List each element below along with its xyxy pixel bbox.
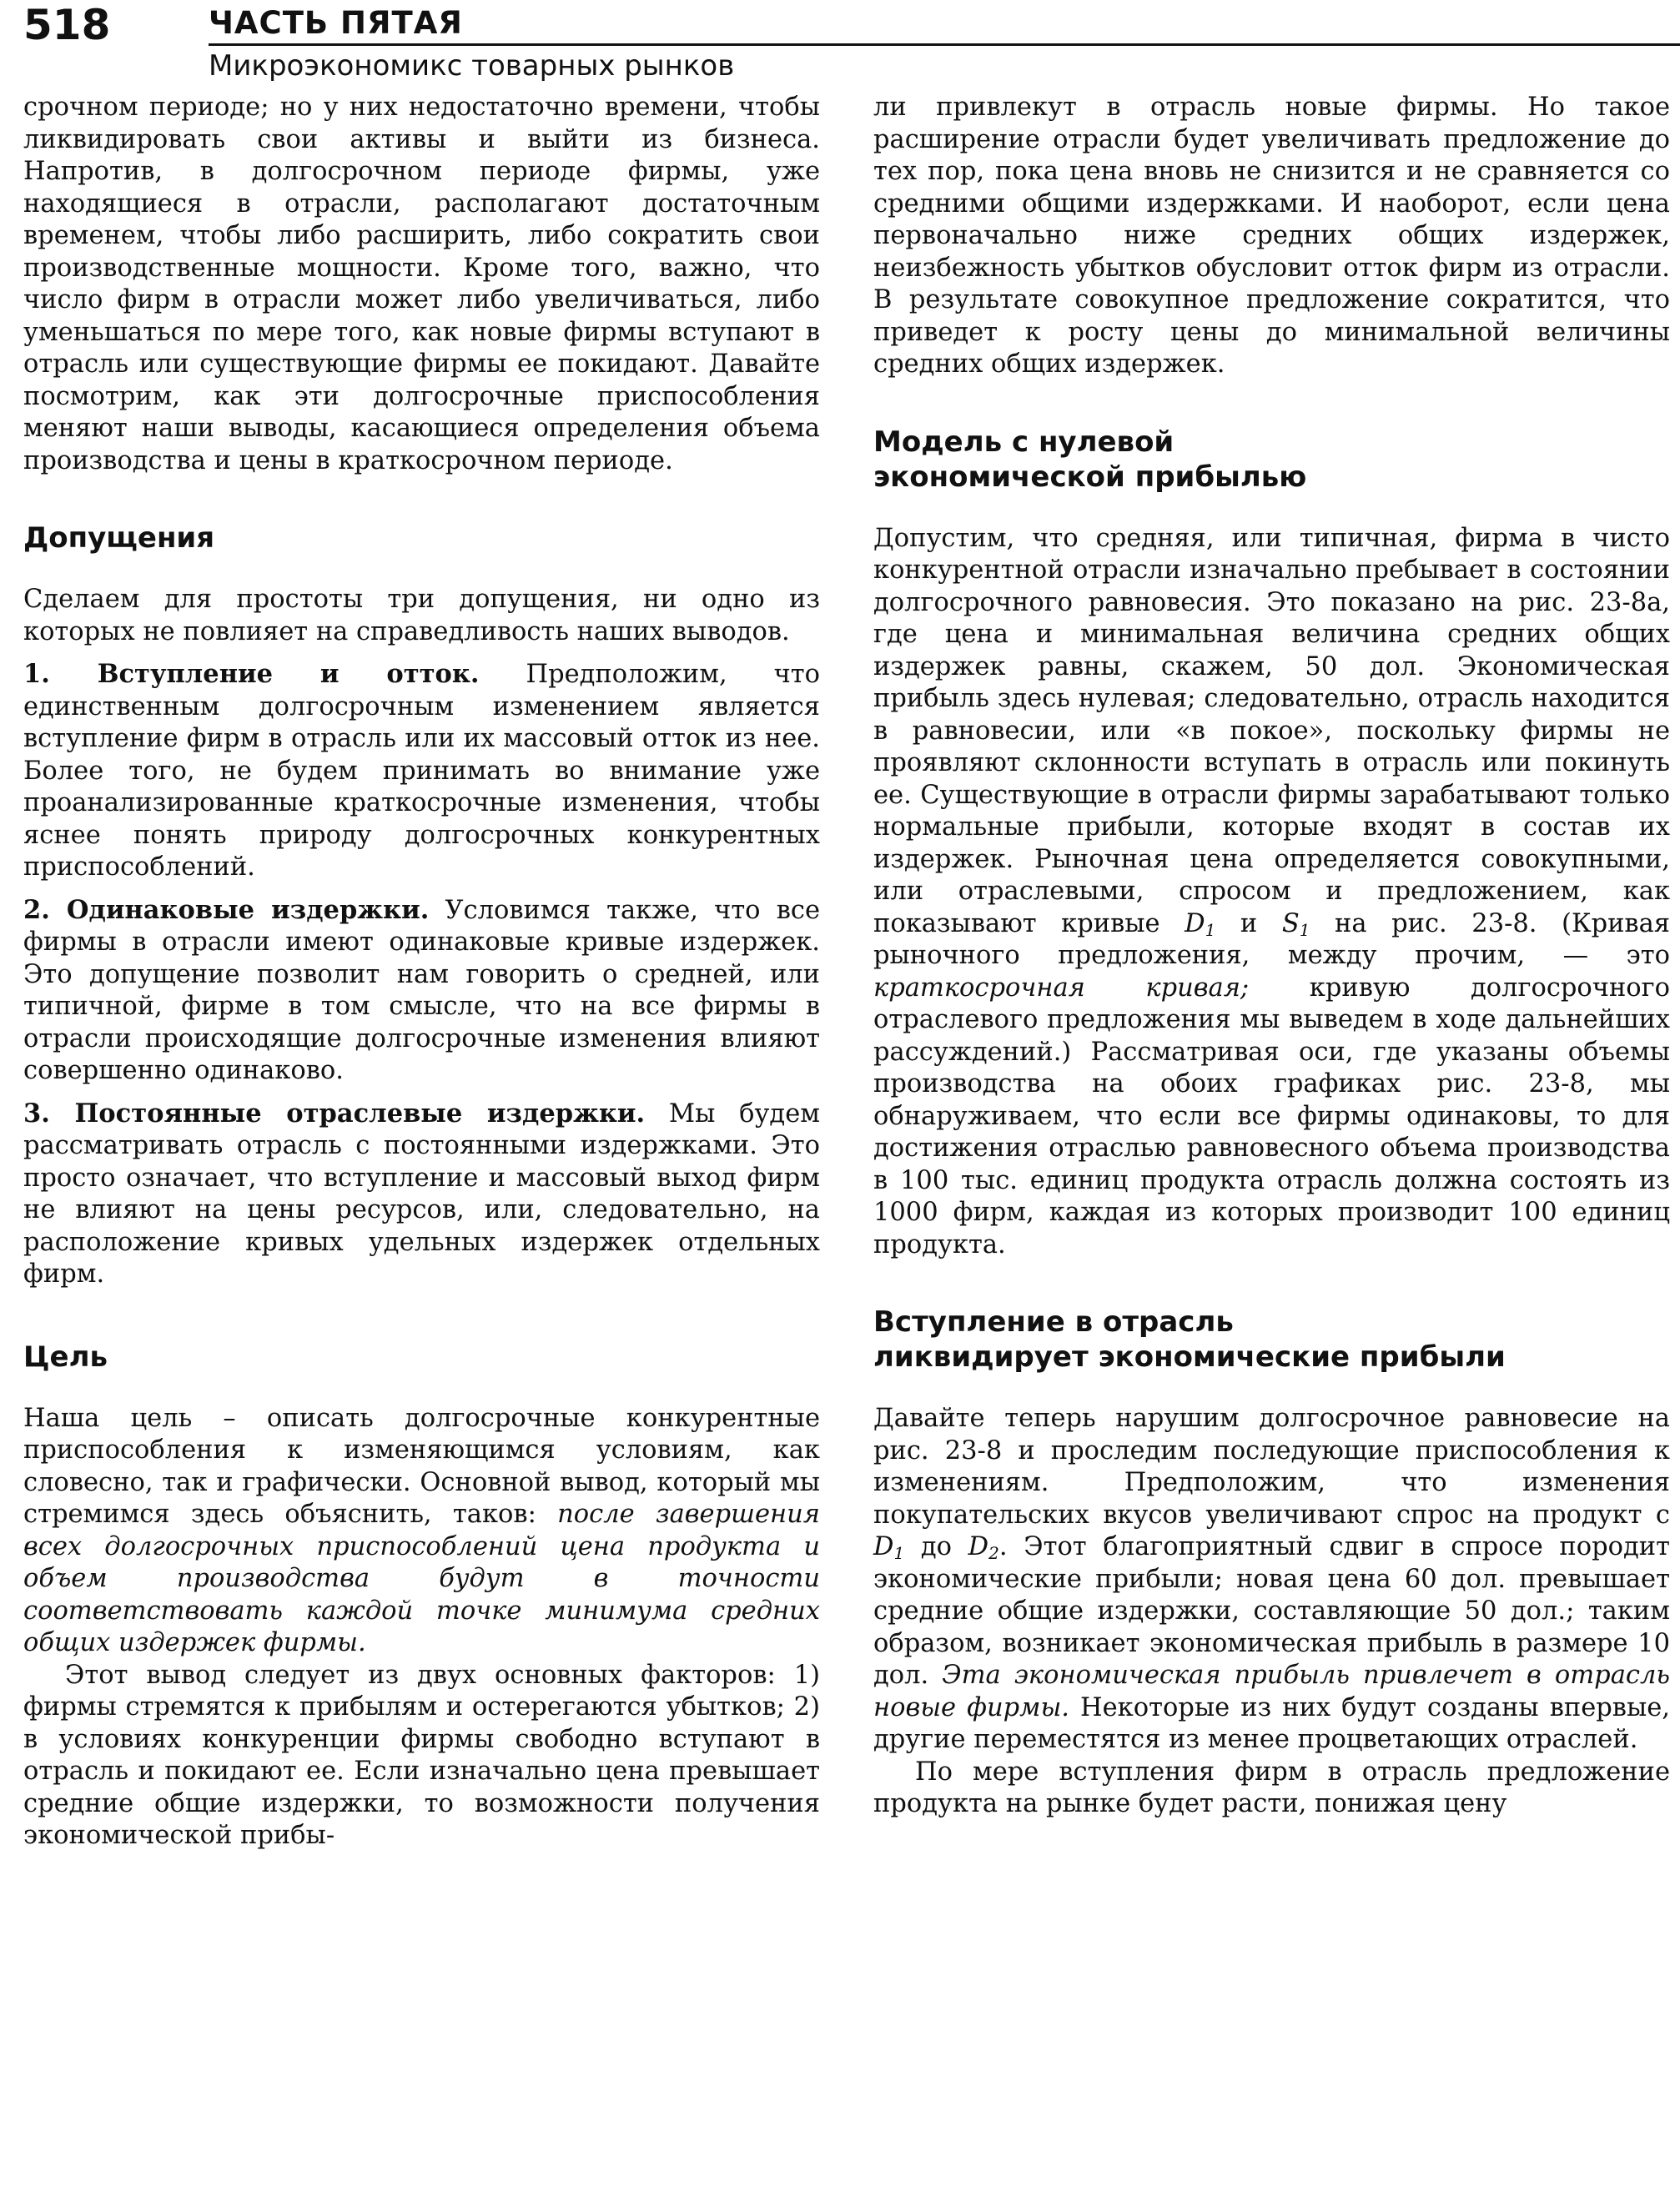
- heading-goal: Цель: [23, 1340, 108, 1374]
- assumption-1: [23, 658, 820, 884]
- heading-entry: [873, 1305, 1670, 1375]
- paragraph-entry: [873, 1403, 1670, 1757]
- part-title: ЧАСТЬ ПЯТАЯ: [209, 5, 463, 41]
- zero-profit-text-c: кривую долгосрочного отраслевого предложения мы выведем в ходе дальнейших рассуждений.) Рассматривая оси, где указаны объемы производства на обоих графиках рис. 23-8, мы обнаруживаем, что если все фирмы одинаковы, то для достижения отраслью равновесного объема производства в 100 тыс. единиц продукта отрасль должна состоять из 1000 фирм, каждая из которых производит 100 единиц продукта.: [873, 973, 1670, 1259]
- assumption-2-label: 2. Одинаковые издержки.: [23, 894, 430, 925]
- zero-profit-italic: краткосрочная кривая;: [873, 973, 1250, 1003]
- entry-text-c: Некоторые из них будут созданы впервые, другие переместятся из менее процветающих отраслей.: [873, 1692, 1671, 1754]
- conj-and: и: [1215, 908, 1282, 938]
- entry-text-b: . Этот благоприятный сдвиг в спросе породит экономические прибыли; новая цена 60 дол. превышает средние общие издержки, составляющие 50 дол.; таким образом, возникает экономическая прибыль в размере 10 дол.: [873, 1532, 1670, 1690]
- curve-s1: $S_1$: [1281, 908, 1310, 940]
- heading-zero-profit-line2: экономической прибылью: [873, 460, 1307, 494]
- assumption-3-text: Мы будем рассматривать отрасль с постоянными издержками. Это просто означает, что вступление и массовый выход фирм не влияют на цены ресурсов, или, следовательно, на расположение кривых удельных издержек отдельных фирм.: [23, 1098, 820, 1289]
- goal-text: Наша цель – описать долгосрочные конкурентные приспособления к изменяющимся условиям, как словесно, так и графически. Основной вывод, который мы стремимся здесь объяснить, таков:: [23, 1403, 820, 1529]
- assumption-2-text: Условимся также, что все фирмы в отрасли имеют одинаковые кривые издержек. Это допущение позволит нам говорить о средней, или типичной, фирме в том смысле, что на все фирмы в отрасли происходящие долгосрочные изменения влияют совершенно одинаково.: [23, 895, 821, 1085]
- part-subtitle: Микроэкономикс товарных рынков: [209, 49, 735, 83]
- heading-entry-line2: ликвидирует экономические прибыли: [873, 1340, 1506, 1374]
- conj-to: до: [904, 1532, 968, 1561]
- assumption-1-label: 1. Вступление и отток.: [23, 659, 480, 689]
- heading-zero-profit-line1: Модель с нулевой: [873, 425, 1174, 459]
- paragraph-continuation: ли привлекут в отрасль новые фирмы. Но такое расширение отрасли будет увеличивать предложение до тех пор, пока цена вновь не снизится и не сравняется со средними общими издержками. И наоборот, если цена первоначально ниже средних общих издержек, неизбежность убытков обусловит отток фирм из отрасли. В результате совокупное предложение сократится, что приведет к росту цены до минимальной величины средних общих издержек.: [873, 93, 1670, 379]
- page-number: 518: [23, 1, 111, 49]
- paragraph-intro: срочном периоде; но у них недостаточно времени, чтобы ликвидировать свои активы и выйти из бизнеса. Напротив, в долгосрочном периоде фирмы, уже находящиеся в отрасли, располагают достаточным временем, чтобы либо расширить, либо сократить свои производственные мощности. Кроме того, важно, что число фирм в отрасли может либо увеличиваться, либо уменьшаться по мере того, как новые фирмы вступают в отрасль или существующие фирмы ее покидают. Давайте посмотрим, как эти долгосрочные приспособления меняют наши выводы, касающиеся определения объема производства и цены в краткосрочном периоде.: [23, 93, 820, 475]
- entry-text-a: Давайте теперь нарушим долгосрочное равновесие на рис. 23-8 и проследим последующие приспособления к изменениям. Предположим, что изменения покупательских вкусов увеличивают спрос на продукт с: [873, 1404, 1670, 1530]
- curve-d1-entry: $D_1$: [873, 1532, 905, 1563]
- entry-italic: Эта экономическая прибыль привлечет в отрасль новые фирмы.: [873, 1661, 1670, 1722]
- heading-assumptions: Допущения: [23, 521, 215, 555]
- left-column: [23, 92, 820, 1853]
- curve-d2: $D_2$: [968, 1532, 999, 1563]
- assumption-1-text: Предположим, что единственным долгосрочным изменением является вступление фирм в отрасль или их массовый отток из нее. Более того, не будем принимать во внимание уже проанализированные краткосрочные изменения, чтобы яснее понять природу долгосрочных конкурентных приспособлений.: [23, 660, 820, 882]
- curve-d1: $D_1$: [1185, 908, 1216, 940]
- heading-entry-line1: Вступление в отрасль: [873, 1305, 1234, 1339]
- paragraph-supply: По мере вступления фирм в отрасль предложение продукта на рынке будет расти, понижая цену: [873, 1757, 1670, 1818]
- goal-italic: после завершения всех долгосрочных приспособлений цена продукта и объем производства будут в точности соответствовать каждой точке минимума средних общих издержек фирмы.: [23, 1500, 820, 1657]
- assumption-2: [23, 894, 820, 1088]
- zero-profit-text-b: на рис. 23-8. (Кривая рыночного предложения, между прочим, — это: [873, 908, 1671, 970]
- assumption-3: [23, 1098, 820, 1291]
- heading-zero-profit: [873, 425, 1670, 495]
- paragraph-assumptions: Сделаем для простоты три допущения, ни одно из которых не повлияет на справедливость наших выводов.: [23, 585, 820, 646]
- paragraph-zero-profit: [873, 523, 1670, 1262]
- header-rule: [209, 43, 1680, 46]
- page-header: [23, 0, 1667, 92]
- paragraph-goal: [23, 1403, 820, 1660]
- paragraph-factors: Этот вывод следует из двух основных факторов: 1) фирмы стремятся к прибылям и остерегаются убытков; 2) в условиях конкуренции фирмы свободно вступают в отрасль и покидают ее. Если изначально цена превышает средние общие издержки, то возможности получения экономической прибы-: [23, 1660, 820, 1850]
- assumption-3-label: 3. Постоянные отраслевые издержки.: [23, 1098, 646, 1129]
- zero-profit-text-a: Допустим, что средняя, или типичная, фирма в чисто конкурентной отрасли изначально пребывает в состоянии долгосрочного равновесия. Это показано на рис. 23-8а, где цена и минимальная величина средних общих издержек равны, скажем, 50 дол. Экономическая прибыль здесь нулевая; следовательно, отрасль находится в равновесии, или «в покое», поскольку фирмы не проявляют склонности вступать в отрасль или покинуть ее. Существующие в отрасли фирмы зарабатывают только нормальные прибыли, которые входят в состав их издержек. Рыночная цена определяется совокупными, или отраслевыми, спросом и предложением, как показывают кривые: [873, 523, 1670, 938]
- right-column: [873, 92, 1670, 1821]
